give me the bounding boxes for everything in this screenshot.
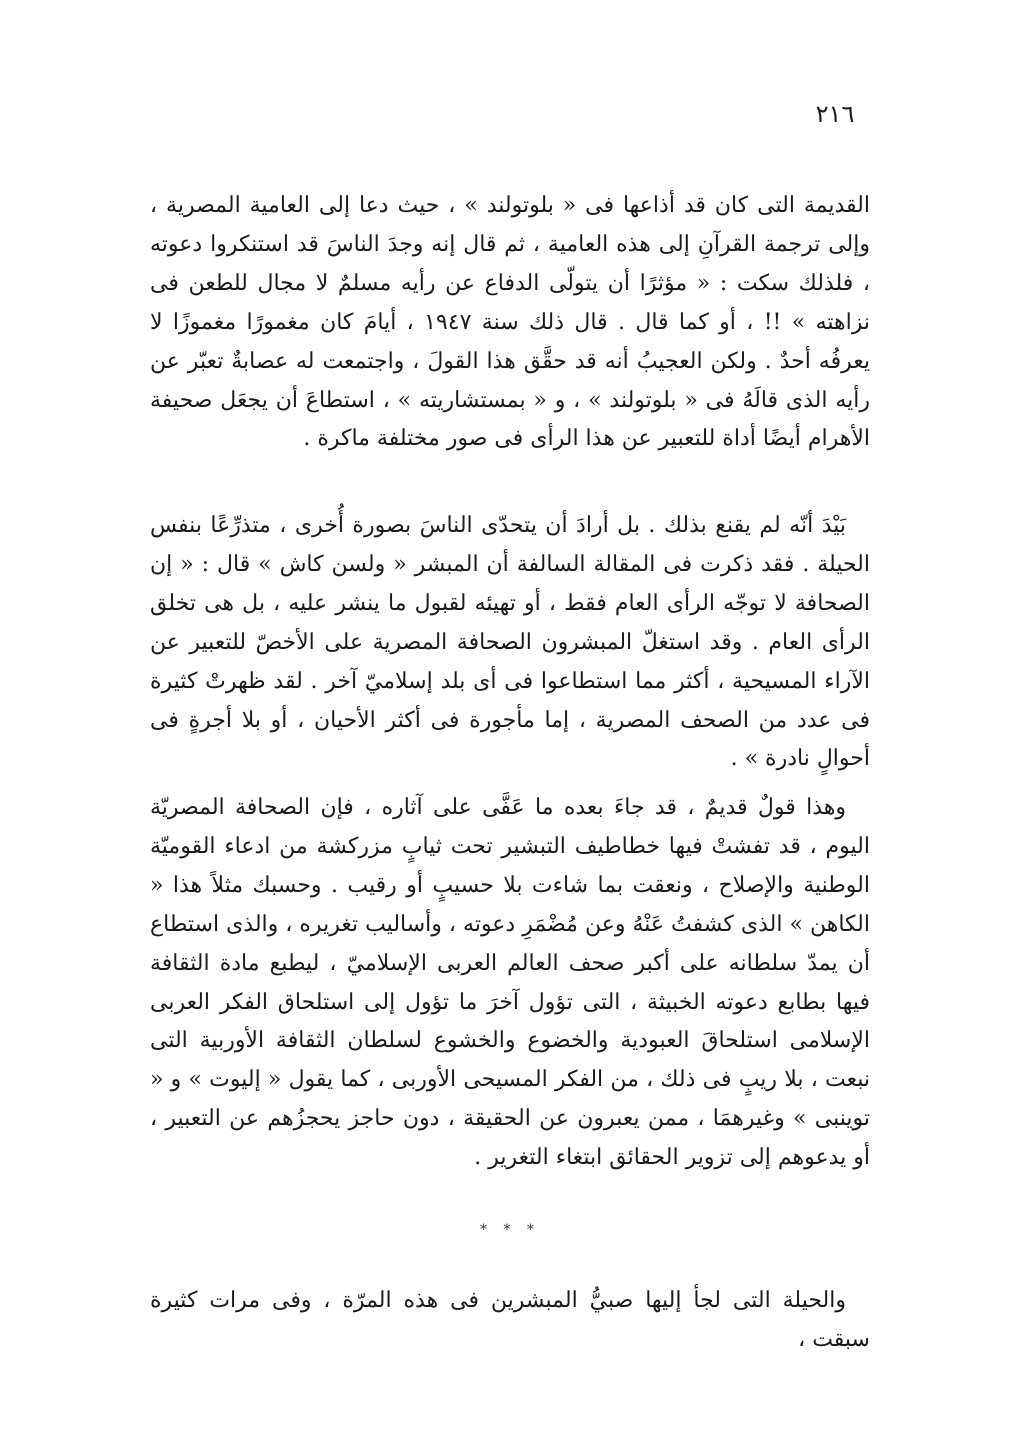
paragraph-3 xyxy=(150,789,870,1178)
paragraph-2 xyxy=(150,507,870,779)
page-number: ٢١٦ xyxy=(815,100,855,128)
section-separator: * * * xyxy=(480,1222,540,1238)
paragraph-2-text: بَيْدَ أنّه لم يقنع بذلك . بل أرادَ أن يتحدّى الناسَ بصورة أُخرى ، متذرِّعًا بنفس الحيلة . فقد ذكرت فى المقالة السالفة أن المبشر « ولسن كاش » قال : « إن الصحافة لا توجّه الرأى العام فقط ، أو تهيئه لقبول ما ينشر عليه ، بل هى تخلق الرأى العام . وقد استغلّ المبشرون الصحافة المصرية على الأخصّ للتعبير عن الآراء المسيحية ، أكثر مما استطاعوا فى أى بلد إسلاميّ آخر . لقد ظهرتْ كثيرة فى عدد من الصحف المصرية ، إما مأجورة فى أكثر الأحيان ، أو بلا أجرةٍ فى أحوالٍ نادرة » . xyxy=(150,513,870,772)
paragraph-1 xyxy=(150,187,870,459)
paragraph-4-text: والحيلة التى لجأ إليها صبيُّ المبشرين فى هذه المرّة ، وفى مرات كثيرة سبقت ، xyxy=(150,1288,870,1352)
paragraph-4 xyxy=(150,1282,870,1360)
paragraph-3-text: وهذا قولٌ قديمٌ ، قد جاءَ بعده ما عَفَّى على آثاره ، فإن الصحافة المصريّة اليوم ، قد تفشتْ فيها خطاطيف التبشير تحت ثيابٍ مزركشة من ادعاء القوميّة الوطنية والإصلاح ، ونعقت بما شاءت بلا حسيبٍ أو رقيب . وحسبك مثلاً هذا « الكاهن » الذى كشفتُ عَنْهُ وعن مُضْمَرِ دعوته ، وأساليب تغريره ، والذى استطاع أن يمدّ سلطانه على أكبر صحف العالم العربى الإسلاميّ ، ليطبع مادة الثقافة فيها بطابع دعوته الخبيثة ، التى تؤول آخرَ ما تؤول إلى استلحاق الفكر العربى الإسلامى استلحاقَ العبودية والخضوع والخشوع لسلطان الثقافة الأوربية التى نبعت ، بلا ريبٍ فى ذلك ، من الفكر المسيحى الأوربى ، كما يقول « إليوت » و « توينبى » وغيرهمَا ، ممن يعبرون عن الحقيقة ، دون حاجز يحجزُهم عن التعبير ، أو يدعوهم إلى تزوير الحقائق ابتغاء التغرير . xyxy=(150,795,870,1171)
paragraph-1-text: القديمة التى كان قد أذاعها فى « بلوتولند » ، حيث دعا إلى العامية المصرية ، وإلى ترجمة القرآنِ إلى هذه العامية ، ثم قال إنه وجدَ الناسَ قد استنكروا دعوته ، فلذلك سكت : « مؤثرًا أن يتولّى الدفاع عن رأيه مسلمٌ لا مجال للطعن فى نزاهته » !! ، أو كما قال . قال ذلك سنة ١٩٤٧ ، أيامَ كان مغمورًا مغموزًا لا يعرفُه أحدٌ . ولكن العجيبُ أنه قد حقَّق هذا القولَ ، واجتمعت له عصابةٌ تعبّر عن رأيه الذى قالَهُ فى « بلوتولند » ، و « بمستشاريته » ، استطاعَ أن يجعَل صحيفة الأهرام أيضًا أداة للتعبير عن هذا الرأى فى صور مختلفة ماكرة . xyxy=(150,193,870,452)
